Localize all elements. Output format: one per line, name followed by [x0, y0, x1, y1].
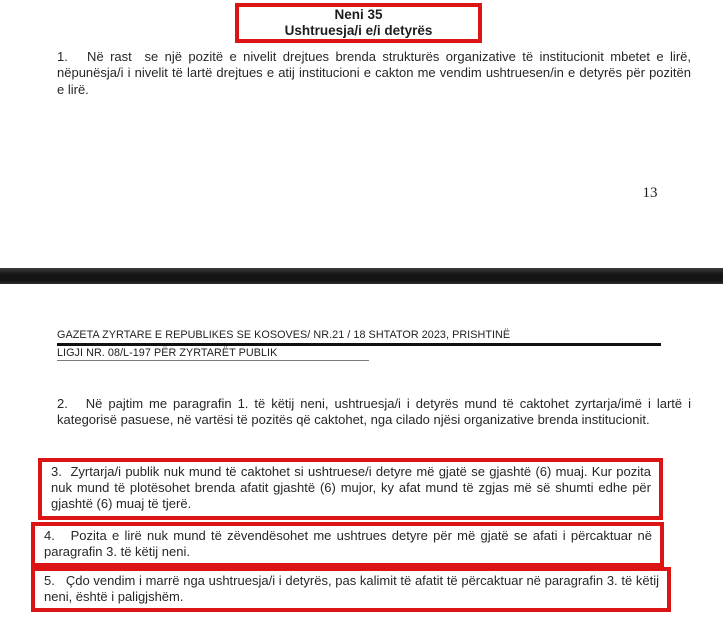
header-rule-thick — [57, 343, 661, 346]
article-name: Ushtruesja/i e/i detyrës — [284, 23, 433, 38]
paragraph-3: 3. Zyrtarja/i publik nuk mund të caktohet si ushtruese/i detyre më gjatë se gjashtë (6) muaj. Kur pozita nuk mund të plotësohet brenda afatit gjashtë (6) mujor, ky afat mund të zgjas më së shumti edhe për gjashtë (6) muaj të tjerë. — [51, 464, 651, 512]
article-number: Neni 35 — [334, 7, 383, 22]
page-separator-bar — [0, 268, 723, 284]
paragraph-2: 2. Në pajtim me paragrafin 1. të këtij neni, ushtruesja/i i detyrës mund të caktohet zyrtarja/imë i lartë i kategorisë pasuese, në vartësi të pozitës që caktohet, nga cilado njësi organizative brenda institucionit. — [57, 396, 691, 428]
paragraph-1: 1. Në rast se një pozitë e nivelit drejtues brenda strukturës organizative të institucionit mbetet e lirë, nëpunësja/i i nivelit të lartë drejtues e atij institucioni e cakton me vendim ushtruesen/in e detyrës për pozitën e lirë. — [57, 49, 691, 97]
header-rule-thin — [57, 360, 369, 361]
highlight-box-paragraph-5 — [31, 567, 671, 612]
article-title-highlight-box — [235, 3, 482, 43]
highlight-box-paragraph-3 — [38, 458, 663, 520]
page-number: 13 — [642, 185, 658, 201]
paragraph-4: 4. Pozita e lirë nuk mund të zëvendësohet me ushtrues detyre për më gjatë se afati i përcaktuar në paragrafin 3. të këtij neni. — [44, 528, 652, 560]
gazette-header: GAZETA ZYRTARE E REPUBLIKES SE KOSOVES/ NR.21 / 18 SHTATOR 2023, PRISHTINË — [57, 329, 511, 341]
law-title-header: LIGJI NR. 08/L-197 PËR ZYRTARËT PUBLIK — [57, 347, 278, 359]
highlight-box-paragraph-4 — [31, 522, 664, 567]
paragraph-5: 5. Çdo vendim i marrë nga ushtruesja/i i detyrës, pas kalimit të afatit të përcaktuar në paragrafin 3. të këtij neni, është i paligjshëm. — [44, 573, 659, 605]
